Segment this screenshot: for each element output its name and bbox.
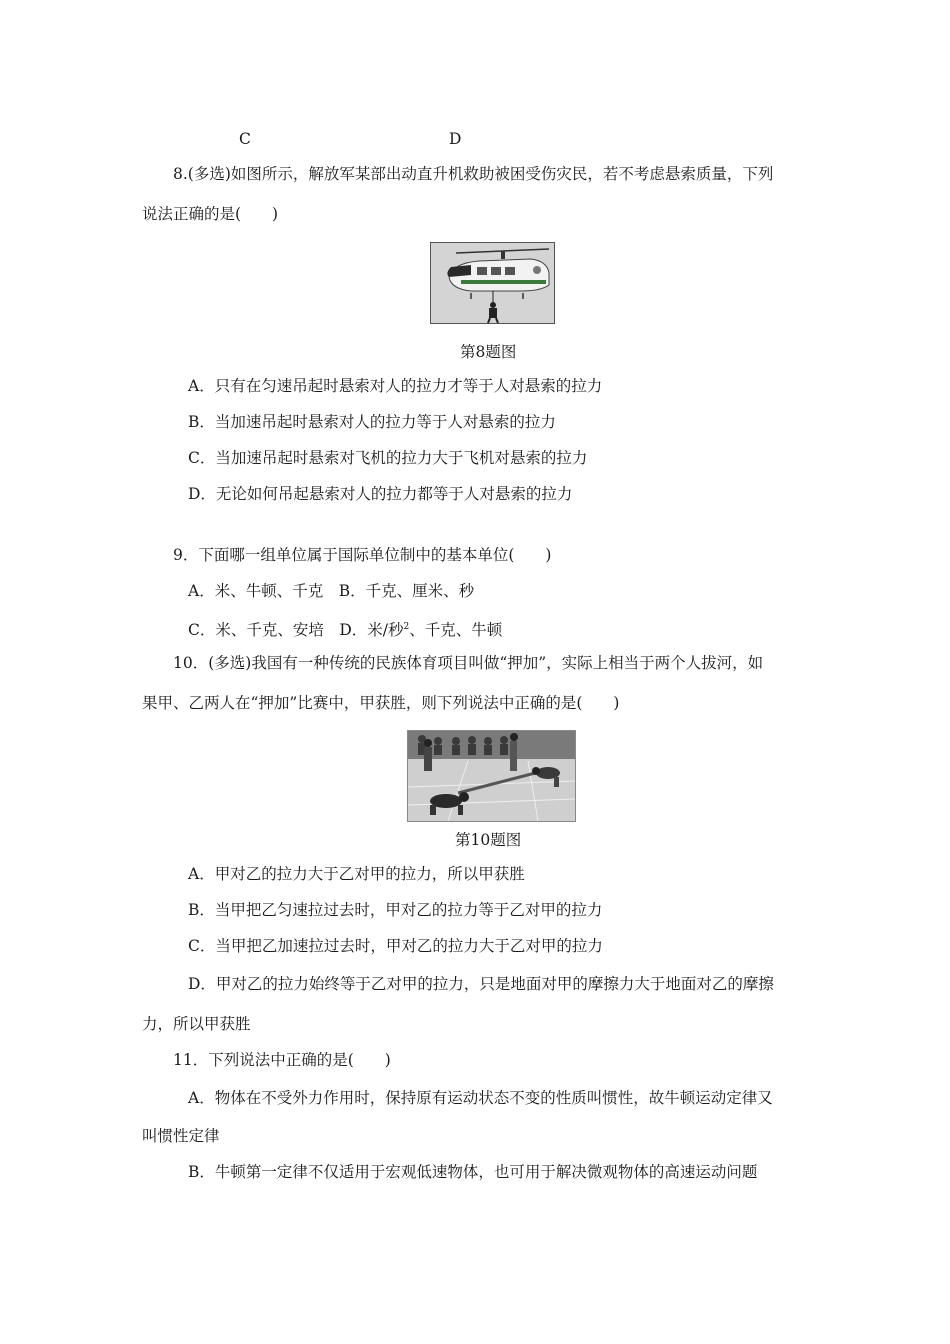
q9-options-row2-tail: 、千克、牛顿 (409, 621, 503, 640)
q10-stem-line2: 果甲、乙两人在“押加”比赛中，甲获胜，则下列说法中正确的是( ) (142, 694, 620, 712)
q9-options-row2-main: C．米、千克、安培 D．米/秒 (188, 621, 404, 640)
q10-option-d-continued: 力，所以甲获胜 (142, 1015, 251, 1033)
helicopter-rescue-image (430, 242, 555, 324)
tug-of-war-image (407, 730, 576, 822)
q10-figure-caption: 第10题图 (455, 831, 522, 849)
option-c-label: C (239, 130, 251, 148)
helicopter-illustration (431, 243, 554, 323)
q9-options-row1: A．米、牛顿、千克 B．千克、厘米、秒 (188, 582, 475, 600)
q10-option-c: C．当甲把乙加速拉过去时，甲对乙的拉力大于乙对甲的拉力 (188, 937, 603, 955)
q9-options-row2 (188, 616, 502, 641)
q10-option-a: A．甲对乙的拉力大于乙对甲的拉力，所以甲获胜 (188, 865, 525, 883)
q10-option-b: B．当甲把乙匀速拉过去时，甲对乙的拉力等于乙对甲的拉力 (188, 901, 603, 919)
q9-stem: 9．下面哪一组单位属于国际单位制中的基本单位( ) (173, 546, 552, 564)
option-d-label: D (449, 130, 462, 148)
q8-option-b: B．当加速吊起时悬索对人的拉力等于人对悬索的拉力 (188, 413, 556, 431)
q11-stem: 11．下列说法中正确的是( ) (173, 1051, 391, 1069)
q10-stem-line1: 10．(多选)我国有一种传统的民族体育项目叫做“押加”，实际上相当于两个人拔河，如 (173, 654, 764, 672)
q9-superscript: 2 (403, 622, 410, 632)
q11-option-a-line2: 叫惯性定律 (142, 1127, 220, 1145)
q10-option-d: D．甲对乙的拉力始终等于乙对甲的拉力，只是地面对甲的摩擦力大于地面对乙的摩擦 (188, 975, 774, 993)
q11-option-a-line1: A．物体在不受外力作用时，保持原有运动状态不变的性质叫惯性，故牛顿运动定律又 (188, 1089, 773, 1107)
q8-option-d: D．无论如何吊起悬索对人的拉力都等于人对悬索的拉力 (188, 485, 573, 503)
q8-figure-caption: 第8题图 (460, 343, 517, 361)
q8-stem-line2: 说法正确的是( ) (142, 205, 279, 223)
q8-stem-line1: 8.(多选)如图所示，解放军某部出动直升机救助被困受伤灾民，若不考虑悬索质量，下列 (173, 165, 774, 183)
yajia-illustration (408, 731, 575, 821)
q8-option-c: C．当加速吊起时悬索对飞机的拉力大于飞机对悬索的拉力 (188, 449, 588, 467)
q11-option-b-line1: B．牛顿第一定律不仅适用于宏观低速物体，也可用于解决微观物体的高速运动问题 (188, 1163, 758, 1181)
q8-option-a: A．只有在匀速吊起时悬索对人的拉力才等于人对悬索的拉力 (188, 377, 603, 395)
